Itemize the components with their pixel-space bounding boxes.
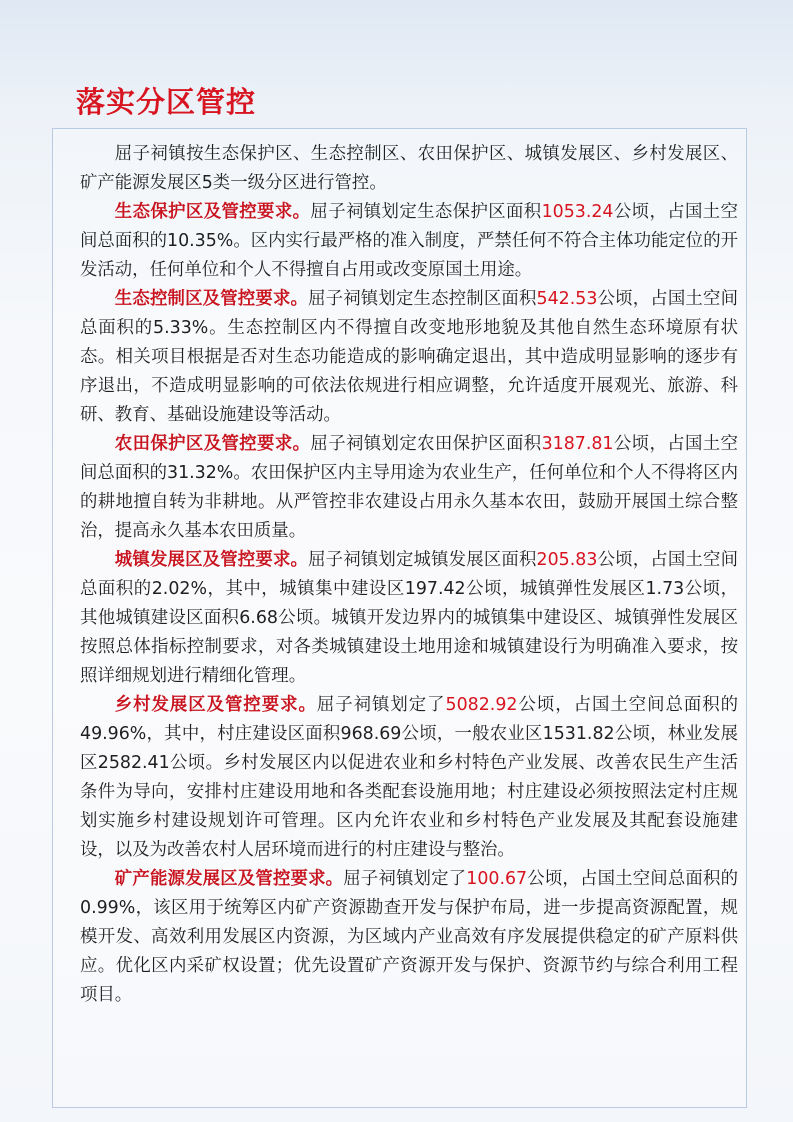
content-body xyxy=(80,140,738,1010)
zone-heading: 生态控制区及管控要求。 xyxy=(114,289,309,309)
zone-text-after: 公顷，占国土空间总面积的0.99%，该区用于统筹区内矿产资源勘查开发与保护布局，进一步提高资源配置，规模开发、高效利用发展区内资源，为区域内产业高效有序发展提供稳定的矿产原料供应。优化区内采矿权设置；优先设置矿产资源开发与保护、资源节约与综合利用工程项目。 xyxy=(80,869,738,1005)
zone-text-before: 屈子祠镇划定生态保护区面积 xyxy=(310,202,542,222)
zone-text-before: 屈子祠镇划定城镇发展区面积 xyxy=(308,550,537,570)
zone-rural-development xyxy=(80,691,738,865)
zone-text-before: 屈子祠镇划定生态控制区面积 xyxy=(308,289,537,309)
intro-paragraph: 屈子祠镇按生态保护区、生态控制区、农田保护区、城镇发展区、乡村发展区、矿产能源发展区5类一级分区进行管控。 xyxy=(80,144,738,193)
zone-ecological-protection xyxy=(80,198,738,285)
zone-farmland-protection xyxy=(80,430,738,546)
page-title: 落实分区管控 xyxy=(76,85,257,119)
zone-heading: 城镇发展区及管控要求。 xyxy=(114,550,309,570)
zone-heading: 生态保护区及管控要求。 xyxy=(114,202,311,222)
zone-ecological-control xyxy=(80,285,738,430)
zone-heading: 农田保护区及管控要求。 xyxy=(114,434,311,454)
zone-area-value: 3187.81 xyxy=(541,434,614,454)
zone-text-before: 屈子祠镇划定农田保护区面积 xyxy=(310,434,542,454)
zone-area-value: 5082.92 xyxy=(445,695,518,715)
zone-text-after: 公顷，占国土空间总面积的2.02%，其中，城镇集中建设区197.42公顷，城镇弹性发展区1.73公顷，其他城镇建设区面积6.68公顷。城镇开发边界内的城镇集中建设区、城镇弹性发展区按照总体指标控制要求，对各类城镇建设土地用途和城镇建设行为明确准入要求，按照详细规划进行精细化管理。 xyxy=(80,550,738,686)
zone-area-value: 205.83 xyxy=(536,550,598,570)
zone-area-value: 100.67 xyxy=(466,869,528,889)
zone-area-value: 542.53 xyxy=(536,289,598,309)
zone-heading: 乡村发展区及管控要求。 xyxy=(114,695,317,715)
zone-text-after: 公顷，占国土空间总面积的31.32%。农田保护区内主导用途为农业生产，任何单位和个人不得将区内的耕地擅自转为非耕地。从严管控非农建设占用永久基本农田，鼓励开展国土综合整治，提高永久基本农田质量。 xyxy=(80,434,738,541)
zone-heading: 矿产能源发展区及管控要求。 xyxy=(114,869,344,889)
zone-text-after: 公顷，占国土空间总面积的10.35%。区内实行最严格的准入制度，严禁任何不符合主体功能定位的开发活动，任何单位和个人不得擅自占用或改变原国土用途。 xyxy=(80,202,738,280)
zone-text-before: 屈子祠镇划定了 xyxy=(316,695,446,715)
zone-mineral-energy xyxy=(80,865,738,1010)
zone-text-after: 公顷，占国土空间总面积的49.96%，其中，村庄建设区面积968.69公顷，一般农业区1531.82公顷，林业发展区2582.41公顷。乡村发展区内以促进农业和乡村特色产业发展、改善农民生产生活条件为导向，安排村庄建设用地和各类配套设施用地；村庄建设必须按照法定村庄规划实施乡村建设规划许可管理。区内允许农业和乡村特色产业发展及其配套设施建设，以及为改善农村人居环境而进行的村庄建设与整治。 xyxy=(80,695,738,860)
zone-text-before: 屈子祠镇划定了 xyxy=(343,869,467,889)
zone-urban-development xyxy=(80,546,738,691)
zone-text-after: 公顷，占国土空间总面积的5.33%。生态控制区内不得擅自改变地形地貌及其他自然生态环境原有状态。相关项目根据是否对生态功能造成的影响确定退出，其中造成明显影响的逐步有序退出，不造成明显影响的可依法依规进行相应调整，允许适度开展观光、旅游、科研、教育、基础设施建设等活动。 xyxy=(80,289,738,425)
zone-area-value: 1053.24 xyxy=(541,202,614,222)
